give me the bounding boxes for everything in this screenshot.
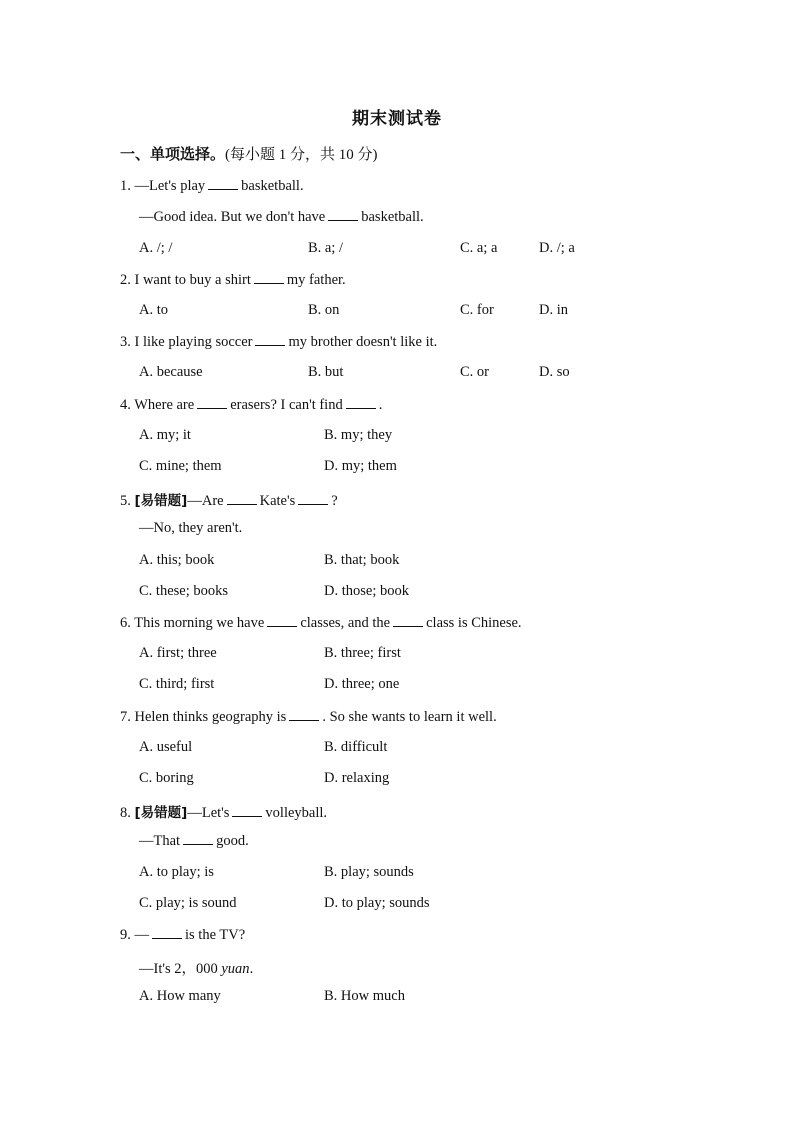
answer-blank [393,614,423,627]
option-d: D. so [539,364,570,380]
section-heading [120,143,378,164]
option-a: A. to [139,302,168,318]
answer-blank [227,492,257,505]
question-6 [120,614,522,632]
option-a: A. first; three [139,645,217,661]
option-d: D. my; them [324,458,397,474]
question-text: Kate's [259,493,296,509]
question-text: 7. Helen thinks geography is [120,709,287,725]
option-b: B. difficult [324,739,388,755]
answer-blank [267,614,297,627]
option-b: B. three; first [324,645,401,661]
question-text: class is Chinese. [426,615,522,631]
option-d: D. those; book [324,583,409,599]
option-d: D. to play; sounds [324,895,430,911]
option-b: B. but [308,364,344,380]
option-c: C. a; a [460,240,498,256]
option-a: A. my; it [139,427,191,443]
question-number: 8. [120,805,131,821]
question-text: —Good idea. But we don't have [139,209,326,225]
option-c: C. mine; them [139,458,222,474]
question-4 [120,396,382,414]
question-text: 4. Where are [120,397,195,413]
question-5-reply: —No, they aren't. [139,520,243,536]
question-1 [120,177,304,195]
question-number: 1. [120,178,131,194]
option-b: B. on [308,302,340,318]
section-title: 一、单项选择。 [120,145,226,163]
answer-blank [346,396,376,409]
answer-blank [255,333,285,346]
option-d: D. three; one [324,676,400,692]
question-text: . So she wants to learn it well. [322,709,497,725]
section-note: (每小题 1 分，共 10 分) [225,147,378,163]
error-prone-tag: [易错题] [134,805,188,821]
question-text: . [249,961,254,977]
question-text: good. [216,833,249,849]
question-text: —Are [187,493,224,509]
question-text: —Let's play [134,178,206,194]
answer-blank [183,832,213,845]
question-2 [120,271,346,289]
question-3 [120,333,437,351]
answer-blank [254,271,284,284]
question-text: —It's 2，000 [139,961,218,977]
question-text: 6. This morning we have [120,615,265,631]
answer-blank [289,708,319,721]
option-c: C. these; books [139,583,229,599]
answer-blank [328,208,358,221]
error-prone-tag: [易错题] [134,493,188,509]
question-8 [120,801,327,822]
question-text: volleyball. [265,805,328,821]
option-a: A. useful [139,739,193,755]
option-b: B. How much [324,988,405,1004]
option-b: B. my; they [324,427,393,443]
option-a: A. because [139,364,203,380]
question-text: 9. — [120,927,149,943]
option-b: B. that; book [324,552,400,568]
question-text: ? [331,493,338,509]
question-1-line-2 [139,208,424,226]
question-text: is the TV? [185,927,246,943]
option-c: C. for [460,302,494,318]
option-c: C. third; first [139,676,215,692]
option-a: A. How many [139,988,221,1004]
answer-blank [197,396,227,409]
question-number: 5. [120,493,131,509]
question-7 [120,708,497,726]
question-text: erasers? I can't find [230,397,343,413]
question-5 [120,489,338,510]
option-a: A. /; / [139,240,173,256]
question-text: 3. I like playing soccer [120,334,253,350]
option-c: C. play; is sound [139,895,237,911]
option-d: D. in [539,302,568,318]
option-b: B. play; sounds [324,864,414,880]
answer-blank [232,804,262,817]
option-c: C. or [460,364,489,380]
answer-blank [152,926,182,939]
page-title: 期末测试卷 [352,109,442,129]
question-text: 2. I want to buy a shirt [120,272,251,288]
option-d: D. relaxing [324,770,390,786]
question-text: my brother doesn't like it. [288,334,438,350]
question-8-line-2 [139,832,249,850]
answer-blank [298,492,328,505]
question-text: —Let's [187,805,230,821]
question-text: basketball. [241,178,304,194]
answer-blank [208,177,238,190]
question-text: basketball. [361,209,424,225]
option-c: C. boring [139,770,194,786]
question-text: my father. [286,272,346,288]
question-text: —That [139,833,181,849]
option-d: D. /; a [539,240,575,256]
question-9 [120,926,245,944]
question-text: classes, and the [300,615,391,631]
question-9-reply [139,957,253,978]
option-a: A. this; book [139,552,215,568]
question-text: . [378,397,383,413]
option-b: B. a; / [308,240,344,256]
option-a: A. to play; is [139,864,214,880]
currency-word: yuan [221,961,250,977]
